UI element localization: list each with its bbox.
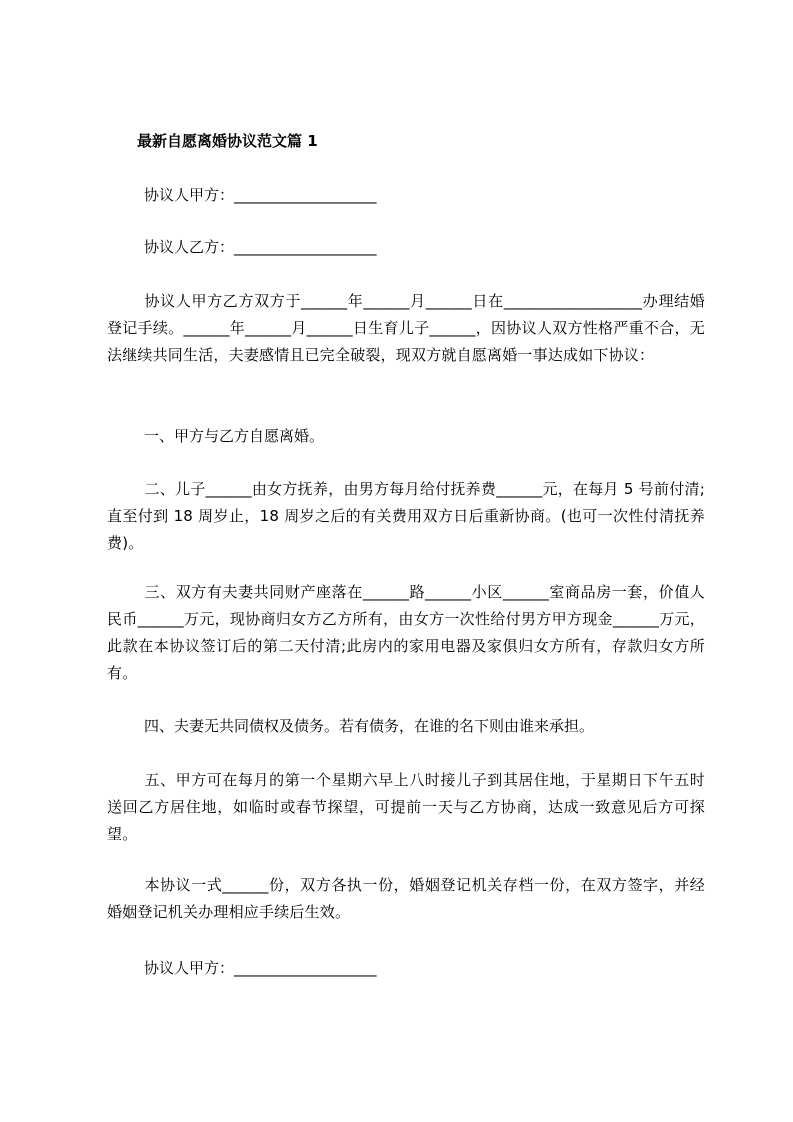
copies-clause: 本协议一式______份，双方各执一份，婚姻登记机关存档一份，在双方签字，并经婚姻登记机关办理相应手续后生效。 xyxy=(107,876,705,921)
clause-2: 二、儿子______由女方抚养，由男方每月给付抚养费______元，在每月 5 号前付清;直至付到 18 周岁止，18 周岁之后的有关费用双方日后重新协商。(也可一次性付清抚养费)。 xyxy=(107,480,705,552)
intro-paragraph: 协议人甲方乙方双方于______年______月______日在__________________办理结婚登记手续。______年______月______日生育儿子______，因协议人双方性格严重不合，无法继续共同生活，夫妻感情且已完全破裂，现双方就自愿离婚一事达成如下协议： xyxy=(107,292,705,364)
party-a-line: 协议人甲方：___________________ xyxy=(144,186,377,204)
clause-3: 三、双方有夫妻共同财产座落在______路______小区______室商品房一套，价值人民币______万元，现协商归女方乙方所有，由女方一次性给付男方甲方现金______万元，此款在本协议签订后的第二天付清;此房内的家用电器及家俱归女方所有，存款归女方所有。 xyxy=(107,583,705,682)
party-a-signature-line: 协议人甲方：___________________ xyxy=(144,959,377,977)
clause-5: 五、甲方可在每月的第一个星期六早上八时接儿子到其居住地，于星期日下午五时送回乙方居住地，如临时或春节探望，可提前一天与乙方协商，达成一致意见后方可探望。 xyxy=(107,771,705,843)
clause-4: 四、夫妻无共同债权及债务。若有债务，在谁的名下则由谁来承担。 xyxy=(144,717,595,735)
document-title: 最新自愿离婚协议范文篇 1 xyxy=(137,132,318,150)
clause-1: 一、甲方与乙方自愿离婚。 xyxy=(144,427,325,445)
party-b-line: 协议人乙方：___________________ xyxy=(144,238,377,256)
